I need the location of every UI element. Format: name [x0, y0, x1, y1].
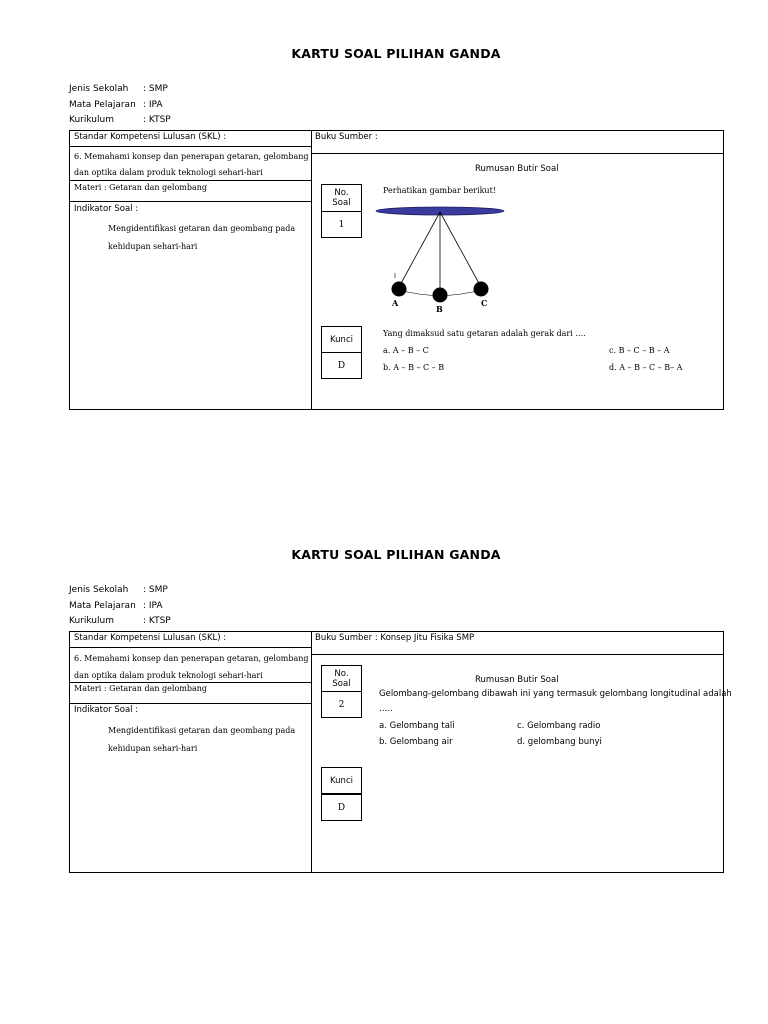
card-table	[69, 130, 724, 410]
skl-label: Standar Kompetensi Lulusan (SKL) :	[74, 132, 227, 142]
question-text-line-1: Gelombang-gelombang dibawah ini yang termasuk gelombang longitudinal adalah	[379, 689, 732, 699]
option-c: c. Gelombang radio	[517, 721, 601, 731]
question-text-line-2: …..	[379, 704, 393, 714]
rumusan-heading: Rumusan Butir Soal	[475, 675, 559, 685]
option-d: d. gelombang bunyi	[517, 737, 602, 747]
pendulum-bob-b	[433, 288, 448, 303]
pendulum-bob-c	[474, 282, 489, 297]
no-soal-value: 2	[321, 691, 362, 718]
card-meta	[69, 82, 171, 129]
meta-value: : KTSP	[143, 616, 171, 626]
indikator-text-line-1: Mengidentifikasi getaran dan geombang pada	[108, 224, 296, 233]
rumusan-heading: Rumusan Butir Soal	[475, 164, 559, 174]
meta-value: : IPA	[143, 99, 163, 110]
meta-value: : IPA	[143, 600, 163, 611]
kunci-label: Kunci	[321, 326, 362, 353]
meta-row-subject	[69, 98, 171, 114]
card-title: KARTU SOAL PILIHAN GANDA	[291, 547, 501, 562]
skl-label: Standar Kompetensi Lulusan (SKL) :	[74, 633, 227, 643]
question-prompt: Perhatikan gambar berikut!	[383, 186, 496, 195]
meta-key: Jenis Sekolah	[69, 84, 129, 94]
buku-sumber: Buku Sumber : Konsep Jitu Fisika SMP	[315, 633, 475, 643]
meta-value: : SMP	[143, 84, 168, 94]
row-divider	[70, 180, 311, 181]
indikator-label: Indikator Soal :	[74, 204, 139, 214]
pendulum-label-c: C	[481, 298, 488, 308]
row-divider	[311, 153, 723, 154]
meta-key: Kurikulum	[69, 115, 114, 125]
meta-key: Mata Pelajaran	[69, 99, 136, 110]
card-meta	[69, 583, 171, 630]
row-divider	[70, 201, 311, 202]
column-divider	[311, 131, 312, 409]
row-divider	[70, 146, 311, 147]
meta-row-subject	[69, 599, 171, 615]
kunci-value: D	[321, 794, 362, 821]
meta-key: Jenis Sekolah	[69, 585, 129, 595]
option-d: d. A – B – C – B– A	[609, 363, 683, 372]
no-soal-value: 1	[321, 211, 362, 238]
skl-text-line-2: dan optika dalam produk teknologi sehari-hari	[74, 671, 263, 680]
buku-sumber: Buku Sumber :	[315, 132, 378, 142]
pendulum-bob-a	[392, 282, 407, 297]
row-divider	[70, 682, 311, 683]
column-divider	[311, 632, 312, 872]
meta-key: Kurikulum	[69, 616, 114, 626]
skl-text-line-2: dan optika dalam produk teknologi sehari-hari	[74, 168, 263, 177]
option-b: b. Gelombang air	[379, 737, 453, 747]
pendulum-label-b: B	[436, 304, 443, 314]
row-divider	[311, 654, 723, 655]
option-a: a. A – B – C	[383, 346, 429, 355]
kunci-value: D	[321, 352, 362, 379]
row-divider	[70, 647, 311, 648]
indikator-label: Indikator Soal :	[74, 705, 139, 715]
no-soal-label: No.	[334, 188, 349, 198]
no-soal-label: Soal	[332, 198, 351, 208]
meta-value: : SMP	[143, 585, 168, 595]
pendulum-string-c	[440, 212, 481, 287]
meta-value: : KTSP	[143, 115, 171, 125]
no-soal-header	[321, 665, 362, 692]
pendulum-string-a	[399, 212, 440, 287]
indikator-text-line-2: kehidupan sehari-hari	[108, 744, 198, 753]
option-a: a. Gelombang tali	[379, 721, 455, 731]
no-soal-header	[321, 184, 362, 212]
no-soal-label: Soal	[332, 678, 351, 689]
row-divider	[70, 703, 311, 704]
question-text: Yang dimaksud satu getaran adalah gerak dari ….	[383, 329, 586, 338]
option-c: c. B – C – B – A	[609, 346, 670, 355]
card-title: KARTU SOAL PILIHAN GANDA	[291, 46, 501, 61]
pendulum-label-a: A	[392, 298, 399, 308]
meta-key: Mata Pelajaran	[69, 600, 136, 611]
meta-row-school	[69, 583, 171, 599]
skl-text-line-1: 6. Memahami konsep dan penerapan getaran, gelombang	[74, 152, 309, 161]
card-table	[69, 631, 732, 873]
meta-row-curriculum	[69, 614, 171, 630]
option-b: b. A – B – C – B	[383, 363, 445, 372]
meta-row-curriculum	[69, 113, 171, 129]
indikator-text-line-2: kehidupan sehari-hari	[108, 242, 198, 251]
no-soal-label: No.	[334, 668, 349, 679]
kunci-label: Kunci	[321, 767, 362, 794]
meta-row-school	[69, 82, 171, 98]
materi-text: Materi : Getaran dan gelombang	[74, 183, 208, 192]
indikator-text-line-1: Mengidentifikasi getaran dan geombang pada	[108, 726, 296, 735]
materi-text: Materi : Getaran dan gelombang	[74, 684, 208, 693]
skl-text-line-1: 6. Memahami konsep dan penerapan getaran, gelombang	[74, 654, 309, 663]
